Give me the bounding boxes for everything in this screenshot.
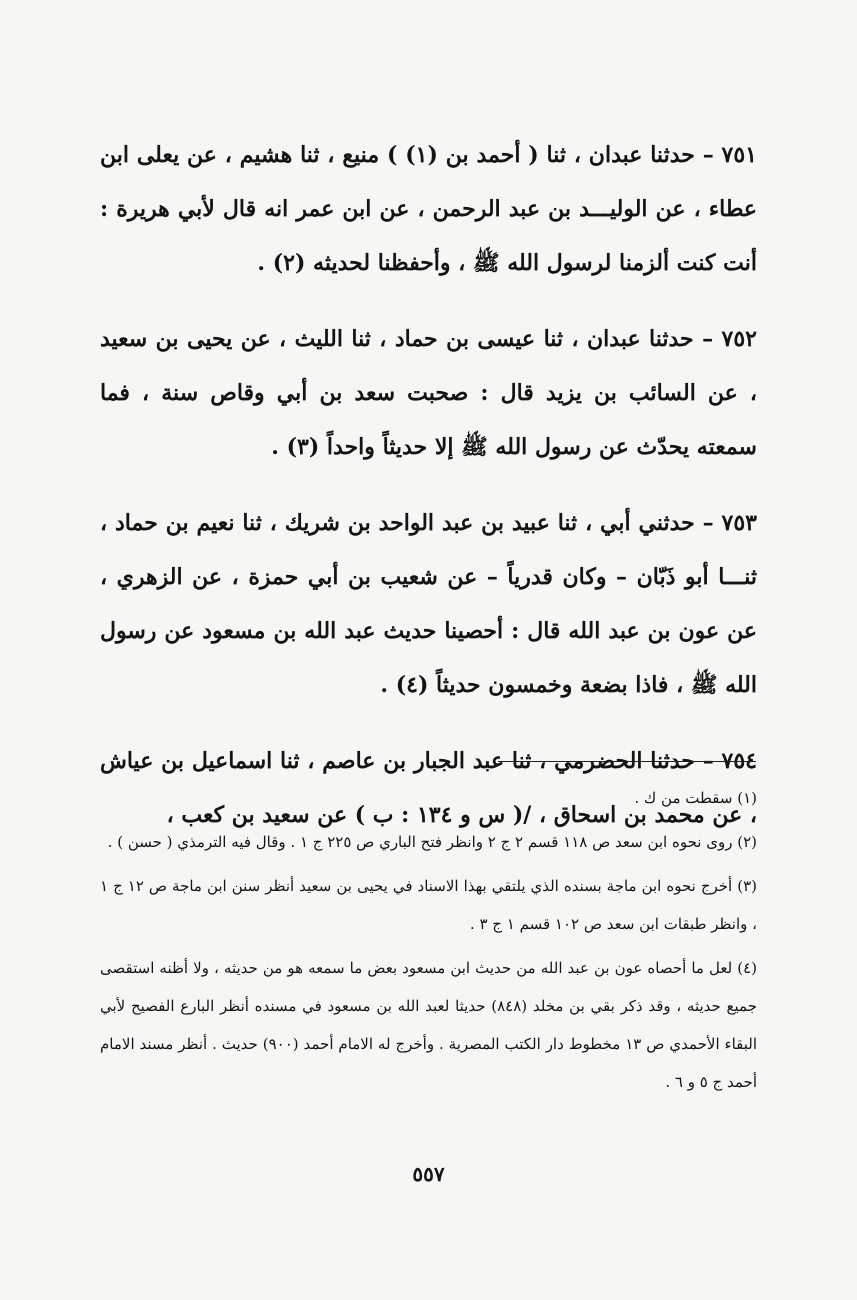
page-number: ٥٥٧ bbox=[412, 1162, 445, 1186]
hadith-754: ٧٥٤ – حدثنا الحضرمي ، ثنا عبد الجبار بن عاصم ، ثنا اسماعيل بن عياش ، عن محمد بن اسحاق ، /( س و ١٣٤ : ب ) عن سعيد بن كعب ، bbox=[100, 748, 757, 828]
footnote-1: (١) سقطت من ك . bbox=[634, 789, 757, 807]
hadith-text-block bbox=[100, 128, 757, 842]
footnotes-block bbox=[100, 779, 757, 1107]
hadith-751: ٧٥١ – حدثنا عبدان ، ثنا ( أحمد بن (١) ) منيع ، ثنا هشيم ، عن يعلى ابن عطاء ، عن الوليـــد بن عبد الرحمن ، عن ابن عمر انه قال لأبي هريرة : أنت كنت ألزمنا لرسول الله ﷺ ، وأحفظنا لحديثه (٢) . bbox=[100, 142, 757, 276]
footnote-3: (٣) أخرج نحوه ابن ماجة بسنده الذي يلتقي بهذا الاسناد في يحيى بن سعيد أنظر سنن ابن ماجة ص ١٢ ج ١ ، وانظر طبقات ابن سعد ص ١٠٢ قسم ١ ج ٣ . bbox=[100, 877, 757, 933]
footnote-4: (٤) لعل ما أحصاه عون بن عبد الله من حديث ابن مسعود بعض ما سمعه هو من حديثه ، ولا أظنه استقصى جميع حديثه ، وقد ذكر بقي بن مخلد (٨٤٨) حديثا لعبد الله بن مسعود في مسنده أنظر البارع الفصيح لأبي البقاء الأحمدي ص ١٣ مخطوط دار الكتب المصرية . وأخرج له الامام أحمد (٩٠٠) حديث . أنظر مسند الامام أحمد ج ٥ و ٦ . bbox=[100, 959, 758, 1091]
footnote-separator bbox=[498, 761, 756, 762]
hadith-752: ٧٥٢ – حدثنا عبدان ، ثنا عيسى بن حماد ، ثنا الليث ، عن يحيى بن سعيد ، عن السائب بن يزيد قال : صحبت سعد بن أبي وقاص سنة ، فما سمعته يحدّث عن رسول الله ﷺ إلا حديثاً واحداً (٣) . bbox=[100, 326, 757, 460]
hadith-753: ٧٥٣ – حدثني أبي ، ثنا عبيد بن عبد الواحد بن شريك ، ثنا نعيم بن حماد ، ثنـــا أبو ذَبّان – وكان قدرياً – عن شعيب بن أبي حمزة ، عن الزهري ، عن عون بن عبد الله قال : أحصينا حديث عبد الله بن مسعود عن رسول الله ﷺ ، فاذا بضعة وخمسون حديثاً (٤) . bbox=[100, 510, 757, 698]
footnote-2: (٢) روى نحوه ابن سعد ص ١١٨ قسم ٢ ج ٢ وانظر فتح الباري ص ٢٢٥ ج ١ . وقال فيه الترمذي ( حسن ) . bbox=[107, 833, 757, 851]
